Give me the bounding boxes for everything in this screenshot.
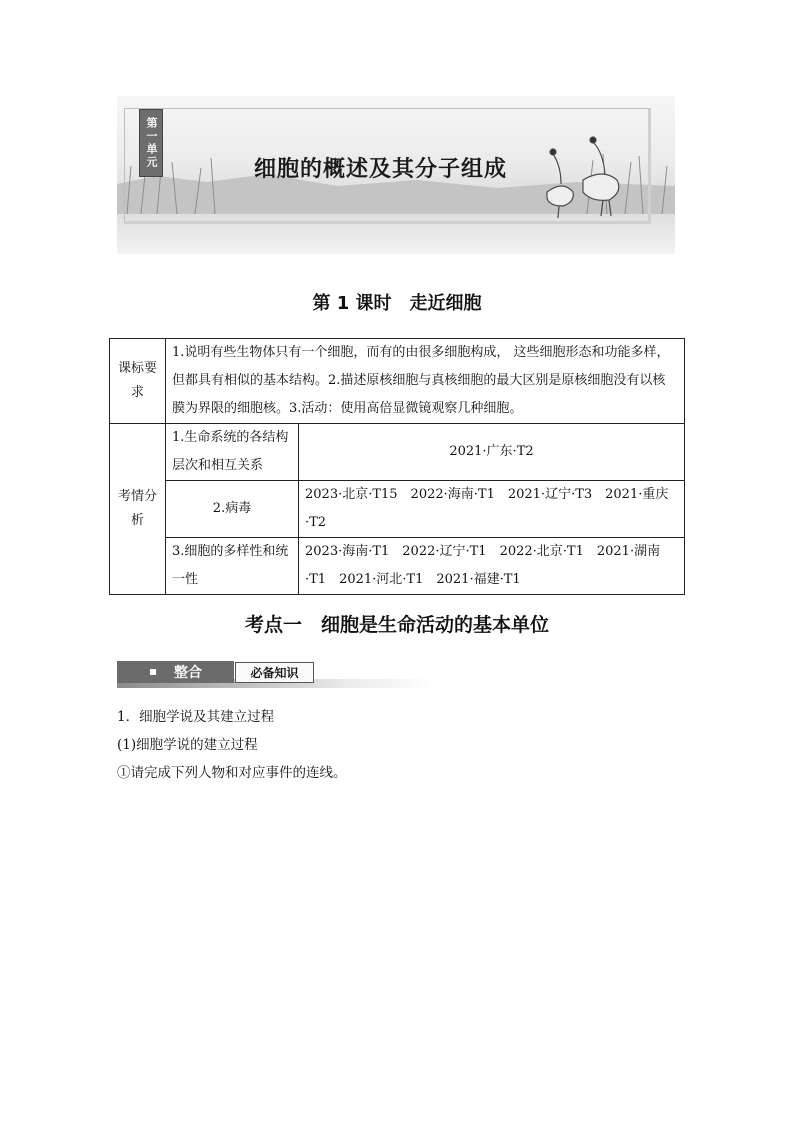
requirements-text: 1.说明有些生物体只有一个细胞，而有的由很多细胞构成， 这些细胞形态和功能多样，但都具有相似的基本结构。2.描述原核细胞与真核细胞的最大区别是原核细胞没有以核膜为界限的细胞核。3.活动：使用高倍显微镜观察几种细胞。 [166,339,685,424]
paragraph: ①请完成下列人物和对应事件的连线。 [117,765,347,781]
section-tag-dark [117,661,234,683]
topic-cell: 1.生命系统的各结构层次和相互关系 [166,424,299,481]
unit-title: 细胞的概述及其分子组成 [254,157,508,182]
topic-cell: 2.病毒 [166,481,299,538]
section-tag-light: 必备知识 [235,662,314,683]
unit-tag: 第一单元 [139,109,163,177]
table-row [110,424,685,481]
table-row [110,481,685,538]
curriculum-table [109,338,685,595]
section-tag-bar [117,661,437,689]
lesson-title: 第 1 课时 走近细胞 [312,293,482,314]
analysis-header: 考情分析 [110,424,166,595]
paragraph: 1．细胞学说及其建立过程 [117,709,275,725]
section-title: 考点一 细胞是生命活动的基本单位 [244,614,549,636]
requirements-header: 课标要求 [110,339,166,424]
exam-cell: 2023·北京·T15 2022·海南·T1 2021·辽宁·T3 2021·重庆·T2 [299,481,685,538]
exam-cell: 2021·广东·T2 [299,424,685,481]
table-row [110,538,685,595]
paragraph: (1)细胞学说的建立过程 [117,737,258,753]
exam-cell: 2023·海南·T1 2022·辽宁·T1 2022·北京·T1 2021·湖南·T1 2021·河北·T1 2021·福建·T1 [299,538,685,595]
section-tag-dark-label: 整合 [174,665,202,681]
topic-cell: 3.细胞的多样性和统一性 [166,538,299,595]
square-bullet-icon [150,669,156,675]
unit-banner [117,96,675,254]
requirements-row [110,339,685,424]
